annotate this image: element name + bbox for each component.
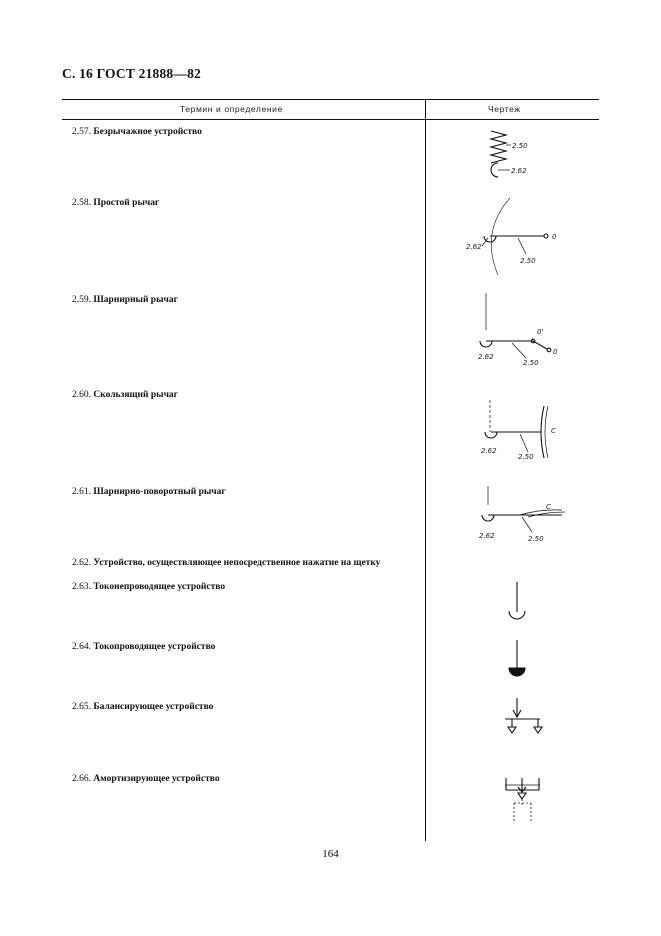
entry-number: 2.61. bbox=[72, 487, 91, 497]
drawing-2-64 bbox=[509, 640, 525, 676]
cup-symbol bbox=[509, 611, 525, 619]
entry-2-64 bbox=[72, 642, 215, 652]
column-header-term: Термин и определение bbox=[180, 104, 283, 114]
entry-term: Токонепроводящее устройство bbox=[93, 582, 226, 592]
column-divider bbox=[425, 99, 426, 841]
entry-number: 2.57. bbox=[72, 127, 91, 137]
entry-term: Амортизирующее устройство bbox=[93, 774, 220, 784]
entry-term: Безрычажное устройство bbox=[93, 127, 202, 137]
entry-term: Шарнирно-поворотный рычаг bbox=[93, 487, 226, 497]
cup-symbol bbox=[485, 432, 497, 438]
label-2-59-c: 0 bbox=[553, 348, 558, 356]
page-number: 164 bbox=[322, 848, 339, 860]
drawing-2-66 bbox=[505, 778, 540, 822]
label-2-59-b: 2.62 bbox=[478, 353, 494, 361]
table-header-rule bbox=[62, 119, 599, 120]
label-2-59-d: 2.50 bbox=[523, 359, 539, 367]
arc-path bbox=[491, 198, 510, 275]
entry-2-60 bbox=[72, 390, 178, 400]
entry-term: Скользящий рычаг bbox=[93, 390, 178, 400]
label-2-58-c: 2.50 bbox=[520, 257, 536, 265]
drawing-2-60 bbox=[485, 400, 548, 458]
entry-number: 2.58. bbox=[72, 198, 91, 208]
label-2-58-b: 0 bbox=[552, 233, 557, 241]
entry-2-63 bbox=[72, 582, 225, 592]
page-header: С. 16 ГОСТ 21888—82 bbox=[62, 66, 201, 81]
cup-symbol bbox=[491, 163, 498, 177]
pivot-circle bbox=[544, 234, 548, 238]
label-2-60-a: C bbox=[551, 427, 556, 435]
slide-surface bbox=[541, 406, 544, 458]
entry-2-57 bbox=[72, 127, 202, 137]
filled-cup-symbol bbox=[509, 668, 525, 676]
drawing-2-63 bbox=[509, 582, 525, 619]
label-2-61-c: 2.50 bbox=[528, 535, 544, 543]
drawing-2-58 bbox=[482, 198, 548, 275]
spring-symbol bbox=[491, 131, 506, 163]
entry-term: Шарнирный рычаг bbox=[93, 295, 178, 305]
column-header-drawing: Чертеж bbox=[488, 104, 521, 114]
entry-2-59 bbox=[72, 295, 178, 305]
pivot-circle bbox=[547, 348, 551, 352]
entry-2-65 bbox=[72, 702, 213, 712]
entry-term: Устройство, осуществляющее непосредственное нажатие на щетку bbox=[93, 558, 381, 568]
label-2-60-c: 2.50 bbox=[518, 453, 534, 461]
entry-2-62 bbox=[72, 558, 380, 568]
drawing-2-59 bbox=[480, 293, 551, 358]
label-2-59-a: 0' bbox=[537, 328, 544, 336]
entry-2-61 bbox=[72, 487, 226, 497]
label-2-61-a: C bbox=[546, 503, 551, 511]
entry-number: 2.66. bbox=[72, 774, 91, 784]
cup-symbol bbox=[484, 236, 496, 242]
drawing-2-57 bbox=[491, 131, 511, 177]
entry-number: 2.65. bbox=[72, 702, 91, 712]
label-2-60-b: 2.62 bbox=[481, 447, 497, 455]
cup-symbol bbox=[482, 515, 494, 521]
entry-2-66 bbox=[72, 774, 220, 784]
entry-2-58 bbox=[72, 198, 159, 208]
entry-term: Простой рычаг bbox=[93, 198, 160, 208]
entry-number: 2.63. bbox=[72, 582, 91, 592]
pivot-circle bbox=[531, 339, 535, 343]
drawing-2-61 bbox=[482, 486, 565, 532]
entry-number: 2.60. bbox=[72, 390, 91, 400]
label-2-57-a: 2.50 bbox=[512, 142, 528, 150]
label-2-57-b: 2.62 bbox=[511, 167, 527, 175]
entry-number: 2.64. bbox=[72, 642, 91, 652]
entry-number: 2.62. bbox=[72, 558, 91, 568]
entry-number: 2.59. bbox=[72, 295, 91, 305]
entry-term: Токопроводящее устройство bbox=[93, 642, 216, 652]
entry-term: Балансирующее устройство bbox=[93, 702, 214, 712]
label-2-61-b: 2.62 bbox=[479, 532, 495, 540]
drawing-2-65 bbox=[505, 698, 542, 733]
label-2-58-a: 2.62 bbox=[466, 243, 482, 251]
table-top-rule bbox=[62, 99, 599, 100]
cup-symbol bbox=[480, 341, 492, 347]
